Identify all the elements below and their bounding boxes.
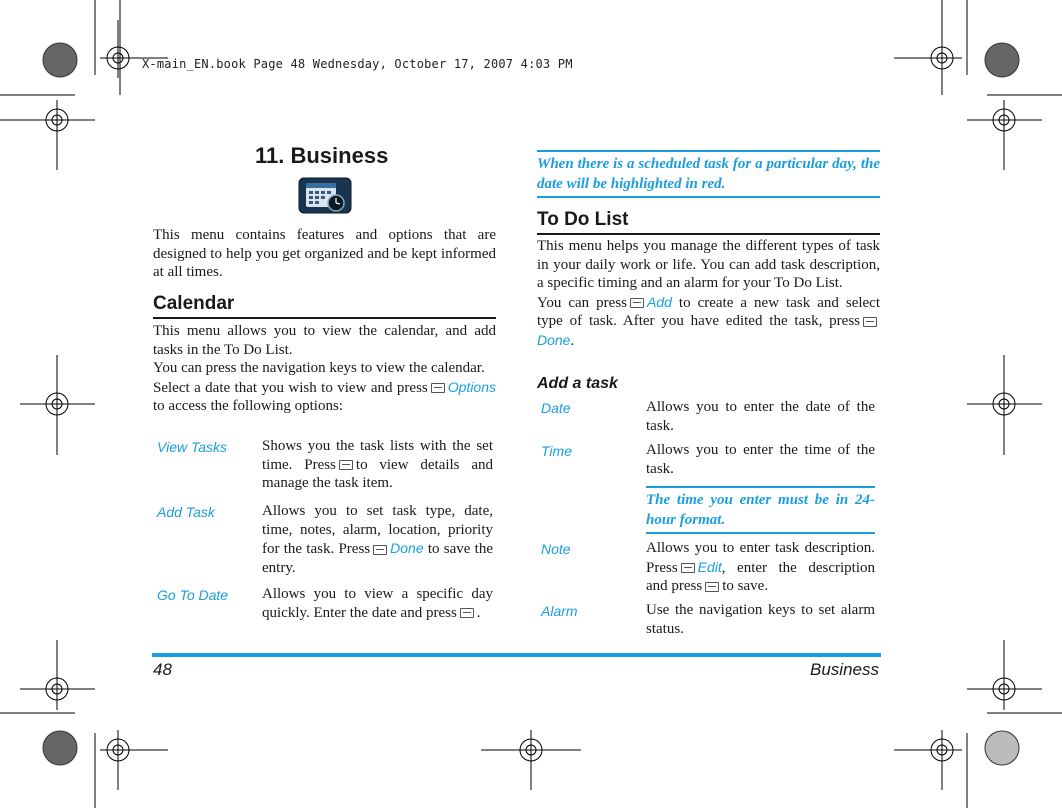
todo-title-text: To Do List bbox=[537, 209, 629, 230]
time-format-note: The time you enter must be in 24-hour format. bbox=[646, 486, 875, 534]
calendar-section-title bbox=[153, 293, 496, 319]
done-link: Done bbox=[390, 540, 424, 556]
todo-intro bbox=[537, 237, 880, 350]
row-desc-alarm: Use the navigation keys to set alarm status. bbox=[646, 602, 875, 637]
footer-rule bbox=[152, 653, 881, 657]
go-to-date-desc-a: Allows you to view a specific day quickly. Enter the date and press bbox=[262, 586, 493, 621]
right-softkey-icon bbox=[373, 545, 387, 555]
print-header: X-main_EN.book Page 48 Wednesday, October 17, 2007 4:03 PM bbox=[142, 57, 573, 71]
row-desc-go-to-date bbox=[262, 585, 493, 622]
row-label-time: Time bbox=[541, 443, 572, 459]
row-desc-view-tasks bbox=[262, 437, 493, 493]
add-task-desc-b: to save the entry. bbox=[262, 541, 493, 576]
view-tasks-desc-a: Shows you the task lists with the set time. Press bbox=[262, 438, 493, 473]
calendar-p2: You can press the navigation keys to view the calendar. bbox=[153, 360, 485, 376]
business-calendar-icon bbox=[298, 177, 352, 214]
left-softkey-icon bbox=[339, 460, 353, 470]
calendar-intro bbox=[153, 322, 496, 416]
calendar-p3 bbox=[153, 378, 496, 416]
row-desc-note bbox=[646, 539, 875, 596]
todo-p1: This menu helps you manage the different types of task in your daily work or life. You can add task description, a specific timing and an alarm for your To Do List. bbox=[537, 238, 880, 291]
todo-section-title bbox=[537, 209, 880, 235]
view-tasks-desc-b: to view details and manage the task item. bbox=[262, 456, 493, 491]
todo-p2 bbox=[537, 293, 880, 351]
go-to-date-desc-b: . bbox=[476, 604, 481, 621]
page-number: 48 bbox=[153, 660, 172, 679]
row-label-go-to-date: Go To Date bbox=[157, 587, 229, 603]
add-task-subtitle: Add a task bbox=[537, 375, 618, 392]
calendar-title-text: Calendar bbox=[153, 293, 235, 314]
calendar-p3-tail: to access the following options: bbox=[153, 398, 343, 414]
left-softkey-icon bbox=[681, 563, 695, 573]
row-label-alarm: Alarm bbox=[541, 603, 578, 619]
left-softkey-icon bbox=[705, 582, 719, 592]
left-softkey-icon bbox=[630, 298, 644, 308]
row-desc-add-task bbox=[262, 502, 493, 577]
row-desc-time: Allows you to enter the time of the task. bbox=[646, 442, 875, 477]
note-desc-b: , enter the description and press bbox=[646, 559, 875, 594]
add-task-desc-a: Allows you to set task type, date, time, notes, alarm, location, priority for the task. Press bbox=[262, 503, 493, 557]
footer-chapter-name: Business bbox=[810, 660, 879, 679]
todo-p2-c: . bbox=[570, 332, 575, 349]
todo-p2-a: You can press bbox=[537, 294, 627, 311]
row-label-note: Note bbox=[541, 541, 571, 557]
scheduled-task-note: When there is a scheduled task for a particular day, the date will be highlighted in red. bbox=[537, 150, 880, 198]
options-link: Options bbox=[447, 378, 496, 395]
row-desc-date: Allows you to enter the date of the task. bbox=[646, 399, 875, 434]
edit-link: Edit bbox=[697, 558, 722, 575]
right-softkey-icon bbox=[863, 317, 877, 327]
calendar-p1: This menu allows you to view the calendar, and add tasks in the To Do List. bbox=[153, 323, 496, 358]
done-link: Done bbox=[537, 331, 571, 348]
intro-paragraph: This menu contains features and options that are designed to help you get organized and be kept informed at all times. bbox=[153, 227, 496, 280]
chapter-title: 11. Business bbox=[255, 143, 389, 168]
note-desc-a: Allows you to enter task description. Press bbox=[646, 540, 875, 576]
row-label-add-task: Add Task bbox=[157, 504, 215, 520]
calendar-p3-text: Select a date that you wish to view and press bbox=[153, 379, 428, 396]
left-softkey-icon bbox=[460, 608, 474, 618]
note-desc-c: to save. bbox=[722, 578, 769, 594]
todo-p2-b: to create a new task and select type of task. After you have edited the task, press bbox=[537, 294, 881, 329]
row-label-view-tasks: View Tasks bbox=[157, 439, 228, 455]
row-label-date: Date bbox=[541, 400, 571, 416]
add-link: Add bbox=[646, 293, 672, 310]
left-softkey-icon bbox=[431, 383, 445, 393]
